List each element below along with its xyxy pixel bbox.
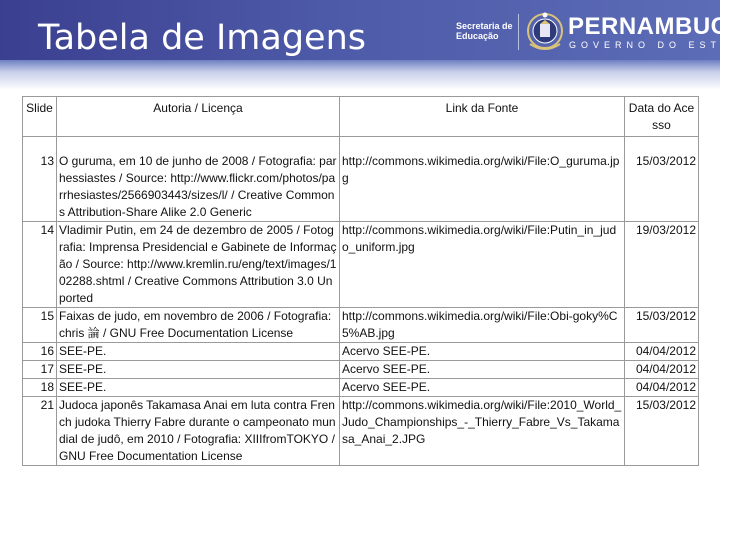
cell-link: Acervo SEE-PE. (340, 343, 625, 361)
cell-date: 19/03/2012 (625, 222, 699, 308)
cell-author: Judoca japonês Takamasa Anai em luta contra French judoka Thierry Fabre durante o campeonato mundial de judô, em 2010 / Fotografia: XIIIfromTOKYO / GNU Free Documentation License (57, 397, 340, 466)
cell-slide: 18 (23, 379, 57, 397)
cell-date: 04/04/2012 (625, 343, 699, 361)
cell-author: SEE-PE. (57, 379, 340, 397)
cell-slide: 14 (23, 222, 57, 308)
cell-link: Acervo SEE-PE. (340, 379, 625, 397)
state-subtitle: GOVERNO DO ESTADO (569, 40, 755, 50)
header-slide: Slide (23, 97, 57, 137)
slide-title: Tabela de Imagens (38, 18, 366, 58)
cell-date: 15/03/2012 (625, 397, 699, 466)
cell-slide: 13 (23, 137, 57, 222)
header-link: Link da Fonte (340, 97, 625, 137)
header-date: Data do Acesso (625, 97, 699, 137)
cell-link[interactable]: http://commons.wikimedia.org/wiki/File:Putin_in_judo_uniform.jpg (340, 222, 625, 308)
cell-author: Vladimir Putin, em 24 de dezembro de 2005 / Fotografia: Imprensa Presidencial e Gabinete de Informação / Source: http://www.kremlin.ru/eng/text/images/102288.shtml / Creative Commons Attribution 3.0 Unported (57, 222, 340, 308)
cell-date: 15/03/2012 (625, 308, 699, 343)
cell-link[interactable]: http://commons.wikimedia.org/wiki/File:O_guruma.jpg (340, 137, 625, 222)
table-header-row (23, 97, 699, 137)
cell-date: 15/03/2012 (625, 137, 699, 222)
image-credits-table (22, 96, 699, 466)
cell-slide: 17 (23, 361, 57, 379)
secretaria-label: Secretaria de Educação (456, 21, 513, 41)
header-author: Autoria / Licença (57, 97, 340, 137)
cell-author: SEE-PE. (57, 343, 340, 361)
header-gradient (0, 60, 720, 90)
cell-date: 04/04/2012 (625, 361, 699, 379)
cell-author: O guruma, em 10 de junho de 2008 / Fotografia: parhessiastes / Source: http://www.flickr.com/photos/parrhesiastes/2566903443/sizes/l/ / Creative Commons Attribution-Share Alike 2.0 Generic (57, 137, 340, 222)
table-row (23, 308, 699, 343)
cell-slide: 16 (23, 343, 57, 361)
table-row (23, 379, 699, 397)
table-row (23, 343, 699, 361)
cell-slide: 15 (23, 308, 57, 343)
state-name: PERNAMBUCO (568, 13, 748, 40)
cell-author: SEE-PE. (57, 361, 340, 379)
cell-link[interactable]: http://commons.wikimedia.org/wiki/File:Obi-goky%C5%AB.jpg (340, 308, 625, 343)
cell-date: 04/04/2012 (625, 379, 699, 397)
cell-author: Faixas de judo, em novembro de 2006 / Fotografia: chris 論 / GNU Free Documentation License (57, 308, 340, 343)
table-row (23, 222, 699, 308)
pernambuco-coat-of-arms-icon (524, 10, 566, 56)
cell-slide: 21 (23, 397, 57, 466)
table-row (23, 397, 699, 466)
table-row (23, 137, 699, 222)
branding-divider (518, 14, 519, 50)
table-row (23, 361, 699, 379)
cell-link: Acervo SEE-PE. (340, 361, 625, 379)
cell-link[interactable]: http://commons.wikimedia.org/wiki/File:2010_World_Judo_Championships_-_Thierry_Fabre_Vs_Takamasa_Anai_2.JPG (340, 397, 625, 466)
